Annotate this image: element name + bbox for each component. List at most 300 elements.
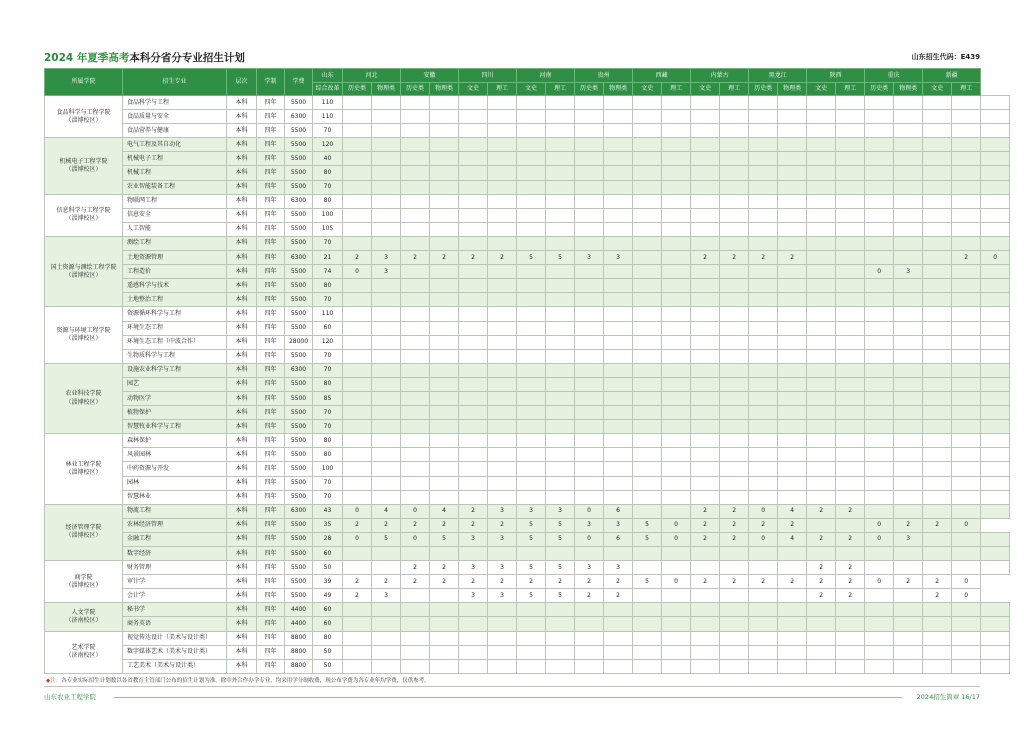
major-cell: 金融工程 — [123, 532, 227, 546]
quota-cell — [749, 208, 778, 222]
quota-cell — [633, 110, 662, 124]
quota-cell: 120 — [313, 138, 343, 152]
quota-cell — [952, 504, 981, 518]
quota-cell — [836, 547, 865, 561]
page-footer — [44, 692, 980, 704]
quota-cell — [778, 110, 807, 124]
quota-cell — [343, 349, 372, 363]
quota-cell: 2 — [691, 504, 720, 518]
quota-cell — [923, 434, 952, 448]
quota-cell — [836, 363, 865, 377]
quota-cell — [517, 194, 546, 208]
quota-cell — [546, 236, 575, 250]
quota-cell — [720, 194, 749, 208]
quota-cell — [720, 659, 749, 673]
quota-cell — [604, 645, 633, 659]
table-row — [45, 321, 1010, 335]
quota-cell — [372, 279, 401, 293]
major-cell: 人工智能 — [123, 222, 227, 236]
quota-cell — [836, 279, 865, 293]
quota-cell — [604, 547, 633, 561]
quota-cell — [372, 462, 401, 476]
quota-cell — [981, 659, 1010, 673]
college-cell — [45, 504, 123, 560]
quota-cell: 3 — [517, 504, 546, 518]
quota-cell: 50 — [313, 659, 343, 673]
quota-cell — [836, 96, 865, 110]
quota-cell — [604, 349, 633, 363]
quota-cell — [662, 194, 691, 208]
quota-cell — [604, 138, 633, 152]
quota-cell — [401, 236, 430, 250]
enrollment-plan-table — [44, 68, 1010, 674]
quota-cell — [662, 110, 691, 124]
quota-cell: 2 — [459, 575, 488, 589]
quota-cell — [633, 406, 662, 420]
quota-cell — [575, 462, 604, 476]
quota-cell — [633, 631, 662, 645]
quota-cell — [633, 222, 662, 236]
quota-cell — [488, 321, 517, 335]
quota-cell — [778, 561, 807, 575]
quota-cell — [778, 490, 807, 504]
quota-cell — [691, 138, 720, 152]
quota-cell — [894, 603, 923, 617]
quota-cell: 0 — [865, 575, 894, 589]
quota-cell — [517, 617, 546, 631]
major-cell: 财务管理 — [123, 561, 227, 575]
category-header: 物理类 — [894, 83, 923, 96]
quota-cell — [401, 194, 430, 208]
quota-cell — [662, 222, 691, 236]
quota-cell — [691, 406, 720, 420]
category-header: 文史 — [923, 83, 952, 96]
quota-cell — [633, 561, 662, 575]
quota-cell — [894, 208, 923, 222]
quota-cell — [430, 138, 459, 152]
quota-cell — [546, 349, 575, 363]
level-cell: 本科 — [227, 420, 257, 434]
quota-cell — [401, 603, 430, 617]
quota-cell — [662, 391, 691, 405]
quota-cell — [894, 349, 923, 363]
quota-cell — [459, 391, 488, 405]
level-cell: 本科 — [227, 532, 257, 546]
quota-cell — [633, 138, 662, 152]
quota-cell — [604, 434, 633, 448]
quota-cell — [720, 631, 749, 645]
quota-cell — [372, 547, 401, 561]
quota-cell: 5 — [517, 251, 546, 265]
quota-cell — [517, 377, 546, 391]
major-cell: 农业智能装备工程 — [123, 180, 227, 194]
quota-cell — [807, 307, 836, 321]
college-name: 资源与环境工程学院 — [56, 327, 111, 334]
level-cell: 本科 — [227, 603, 257, 617]
years-cell: 四年 — [257, 448, 285, 462]
quota-cell — [430, 307, 459, 321]
quota-cell — [691, 391, 720, 405]
quota-cell — [923, 251, 952, 265]
quota-cell — [691, 448, 720, 462]
quota-cell: 5 — [546, 251, 575, 265]
table-row — [45, 279, 1010, 293]
quota-cell — [749, 490, 778, 504]
level-cell: 本科 — [227, 377, 257, 391]
province-header: 内蒙古 — [691, 69, 749, 83]
quota-cell — [372, 659, 401, 673]
quota-cell — [343, 222, 372, 236]
quota-cell — [923, 659, 952, 673]
quota-cell: 0 — [865, 518, 894, 532]
level-cell: 本科 — [227, 124, 257, 138]
quota-cell — [749, 603, 778, 617]
college-name: 艺术学院 — [71, 644, 96, 652]
quota-cell — [691, 321, 720, 335]
quota-cell — [836, 222, 865, 236]
quota-cell — [981, 547, 1010, 561]
quota-cell — [488, 194, 517, 208]
quota-cell — [546, 180, 575, 194]
quota-cell — [430, 448, 459, 462]
quota-cell — [401, 659, 430, 673]
quota-cell — [517, 476, 546, 490]
category-header: 理工 — [836, 83, 865, 96]
quota-cell — [894, 335, 923, 349]
quota-cell — [778, 265, 807, 279]
quota-cell — [459, 166, 488, 180]
quota-cell — [575, 138, 604, 152]
table-body — [45, 96, 1010, 674]
quota-cell — [981, 138, 1010, 152]
quota-cell — [343, 476, 372, 490]
quota-cell — [691, 349, 720, 363]
quota-cell — [372, 307, 401, 321]
quota-cell — [894, 420, 923, 434]
quota-cell — [488, 363, 517, 377]
quota-cell — [662, 659, 691, 673]
quota-cell — [343, 110, 372, 124]
fee-cell: 5500 — [285, 476, 313, 490]
quota-cell — [430, 265, 459, 279]
level-cell: 本科 — [227, 180, 257, 194]
quota-cell — [807, 406, 836, 420]
college-cell — [45, 561, 123, 603]
college-name: 经济管理学院 — [65, 524, 102, 532]
table-row — [45, 335, 1010, 349]
quota-cell — [372, 490, 401, 504]
level-cell: 本科 — [227, 547, 257, 561]
quota-cell — [575, 659, 604, 673]
major-cell: 植物保护 — [123, 406, 227, 420]
quota-cell: 0 — [343, 532, 372, 546]
quota-cell — [952, 659, 981, 673]
years-cell: 四年 — [257, 504, 285, 518]
quota-cell: 2 — [691, 575, 720, 589]
quota-cell: 2 — [894, 575, 923, 589]
quota-cell — [343, 307, 372, 321]
quota-cell — [343, 406, 372, 420]
quota-cell — [923, 349, 952, 363]
quota-cell — [778, 349, 807, 363]
table-row — [45, 532, 1010, 546]
quota-cell — [749, 166, 778, 180]
quota-cell — [778, 434, 807, 448]
major-cell: 物流工程 — [123, 504, 227, 518]
major-cell: 机械电子工程 — [123, 152, 227, 166]
quota-cell — [662, 377, 691, 391]
quota-cell — [923, 208, 952, 222]
quota-cell: 3 — [575, 251, 604, 265]
quota-cell — [430, 166, 459, 180]
years-cell: 四年 — [257, 208, 285, 222]
quota-cell — [430, 321, 459, 335]
college-cell — [45, 194, 123, 236]
quota-cell — [546, 152, 575, 166]
quota-cell — [691, 180, 720, 194]
quota-cell: 5 — [546, 518, 575, 532]
quota-cell — [749, 222, 778, 236]
quota-cell — [517, 110, 546, 124]
quota-cell — [952, 335, 981, 349]
years-cell: 四年 — [257, 645, 285, 659]
quota-cell — [981, 377, 1010, 391]
table-row — [45, 448, 1010, 462]
quota-cell — [459, 180, 488, 194]
major-cell: 遥感科学与技术 — [123, 279, 227, 293]
quota-cell — [343, 96, 372, 110]
quota-cell — [807, 603, 836, 617]
quota-cell — [923, 377, 952, 391]
quota-cell — [546, 476, 575, 490]
quota-cell: 2 — [720, 504, 749, 518]
table-row — [45, 575, 1010, 589]
quota-cell — [691, 96, 720, 110]
quota-cell — [749, 138, 778, 152]
quota-cell — [952, 279, 981, 293]
quota-cell — [923, 476, 952, 490]
quota-cell — [633, 293, 662, 307]
quota-cell: 4 — [372, 504, 401, 518]
major-cell: 视觉传达设计（美术与设计类） — [123, 631, 227, 645]
level-cell: 本科 — [227, 391, 257, 405]
table-row — [45, 462, 1010, 476]
quota-cell — [488, 222, 517, 236]
quota-cell — [981, 406, 1010, 420]
quota-cell — [343, 645, 372, 659]
quota-cell — [807, 547, 836, 561]
quota-cell — [691, 434, 720, 448]
quota-cell — [430, 152, 459, 166]
quota-cell: 5 — [633, 532, 662, 546]
quota-cell — [546, 208, 575, 222]
quota-cell — [372, 152, 401, 166]
quota-cell — [749, 448, 778, 462]
major-cell: 环境生态工程 — [123, 321, 227, 335]
level-cell: 本科 — [227, 561, 257, 575]
quota-cell — [894, 377, 923, 391]
quota-cell — [836, 391, 865, 405]
quota-cell — [865, 222, 894, 236]
quota-cell: 2 — [691, 532, 720, 546]
quota-cell: 2 — [488, 251, 517, 265]
major-cell: 智慧牧业科学与工程 — [123, 420, 227, 434]
quota-cell — [546, 406, 575, 420]
quota-cell — [894, 166, 923, 180]
quota-cell: 100 — [313, 462, 343, 476]
fee-cell: 5500 — [285, 236, 313, 250]
quota-cell — [343, 208, 372, 222]
province-header: 河北 — [343, 69, 401, 83]
quota-cell — [691, 631, 720, 645]
table-row — [45, 293, 1010, 307]
quota-cell — [749, 307, 778, 321]
table-row — [45, 265, 1010, 279]
quota-cell — [575, 547, 604, 561]
level-cell: 本科 — [227, 138, 257, 152]
quota-cell — [517, 490, 546, 504]
quota-cell — [662, 476, 691, 490]
quota-cell — [459, 490, 488, 504]
quota-cell — [691, 462, 720, 476]
quota-cell — [633, 124, 662, 138]
quota-cell — [546, 659, 575, 673]
major-cell: 数字媒体艺术（美术与设计类） — [123, 645, 227, 659]
quota-cell — [401, 166, 430, 180]
quota-cell — [836, 659, 865, 673]
quota-cell — [807, 208, 836, 222]
level-cell: 本科 — [227, 631, 257, 645]
major-cell: 动物医学 — [123, 391, 227, 405]
quota-cell — [981, 293, 1010, 307]
quota-cell — [923, 335, 952, 349]
quota-cell — [923, 603, 952, 617]
quota-cell — [459, 659, 488, 673]
column-header: 招生专业 — [123, 69, 227, 96]
quota-cell — [807, 518, 836, 532]
quota-cell — [372, 631, 401, 645]
quota-cell: 0 — [749, 504, 778, 518]
quota-cell — [459, 138, 488, 152]
quota-cell — [778, 307, 807, 321]
quota-cell: 2 — [836, 504, 865, 518]
quota-cell: 110 — [313, 110, 343, 124]
quota-cell — [865, 377, 894, 391]
years-cell: 四年 — [257, 377, 285, 391]
quota-cell: 70 — [313, 420, 343, 434]
quota-cell — [894, 462, 923, 476]
quota-cell — [343, 391, 372, 405]
quota-cell — [807, 631, 836, 645]
quota-cell — [343, 166, 372, 180]
quota-cell — [604, 265, 633, 279]
quota-cell: 2 — [807, 504, 836, 518]
quota-cell — [749, 96, 778, 110]
level-cell: 本科 — [227, 236, 257, 250]
quota-cell — [894, 138, 923, 152]
quota-cell — [749, 631, 778, 645]
quota-cell — [836, 349, 865, 363]
quota-cell: 3 — [575, 561, 604, 575]
quota-cell — [691, 152, 720, 166]
quota-cell — [807, 490, 836, 504]
quota-cell — [517, 321, 546, 335]
quota-cell — [807, 363, 836, 377]
quota-cell — [517, 180, 546, 194]
quota-cell — [923, 391, 952, 405]
quota-cell — [952, 138, 981, 152]
quota-cell: 74 — [313, 265, 343, 279]
quota-cell — [865, 110, 894, 124]
quota-cell — [952, 476, 981, 490]
level-cell: 本科 — [227, 194, 257, 208]
quota-cell — [865, 391, 894, 405]
quota-cell — [401, 321, 430, 335]
quota-cell — [517, 138, 546, 152]
quota-cell — [575, 476, 604, 490]
quota-cell — [865, 152, 894, 166]
quota-cell — [923, 265, 952, 279]
quota-cell — [807, 476, 836, 490]
level-cell: 本科 — [227, 307, 257, 321]
quota-cell — [401, 462, 430, 476]
years-cell: 四年 — [257, 222, 285, 236]
table-row — [45, 251, 1010, 265]
quota-cell: 5 — [517, 532, 546, 546]
quota-cell — [952, 152, 981, 166]
quota-cell — [894, 434, 923, 448]
quota-cell — [952, 645, 981, 659]
column-header: 层次 — [227, 69, 257, 96]
quota-cell — [865, 96, 894, 110]
quota-cell — [633, 236, 662, 250]
quota-cell — [604, 96, 633, 110]
years-cell: 四年 — [257, 420, 285, 434]
quota-cell — [749, 236, 778, 250]
quota-cell — [517, 391, 546, 405]
quota-cell — [894, 222, 923, 236]
quota-cell — [662, 180, 691, 194]
quota-cell — [691, 194, 720, 208]
quota-cell — [401, 124, 430, 138]
quota-cell — [836, 490, 865, 504]
quota-cell — [517, 363, 546, 377]
quota-cell — [952, 293, 981, 307]
quota-cell — [807, 448, 836, 462]
major-cell: 智慧林业 — [123, 490, 227, 504]
quota-cell — [662, 363, 691, 377]
college-cell — [45, 236, 123, 306]
quota-cell — [575, 279, 604, 293]
quota-cell — [749, 645, 778, 659]
quota-cell: 3 — [604, 561, 633, 575]
category-header: 综合改革 — [313, 83, 343, 96]
quota-cell: 2 — [691, 251, 720, 265]
quota-cell — [865, 547, 894, 561]
quota-cell: 2 — [720, 518, 749, 532]
quota-cell — [633, 490, 662, 504]
level-cell: 本科 — [227, 363, 257, 377]
quota-cell — [546, 307, 575, 321]
quota-cell — [546, 194, 575, 208]
quota-cell — [517, 236, 546, 250]
major-cell: 食品营养与健康 — [123, 124, 227, 138]
level-cell: 本科 — [227, 659, 257, 673]
quota-cell — [575, 335, 604, 349]
major-cell: 风景园林 — [123, 448, 227, 462]
major-cell: 测绘工程 — [123, 236, 227, 250]
quota-cell — [343, 448, 372, 462]
